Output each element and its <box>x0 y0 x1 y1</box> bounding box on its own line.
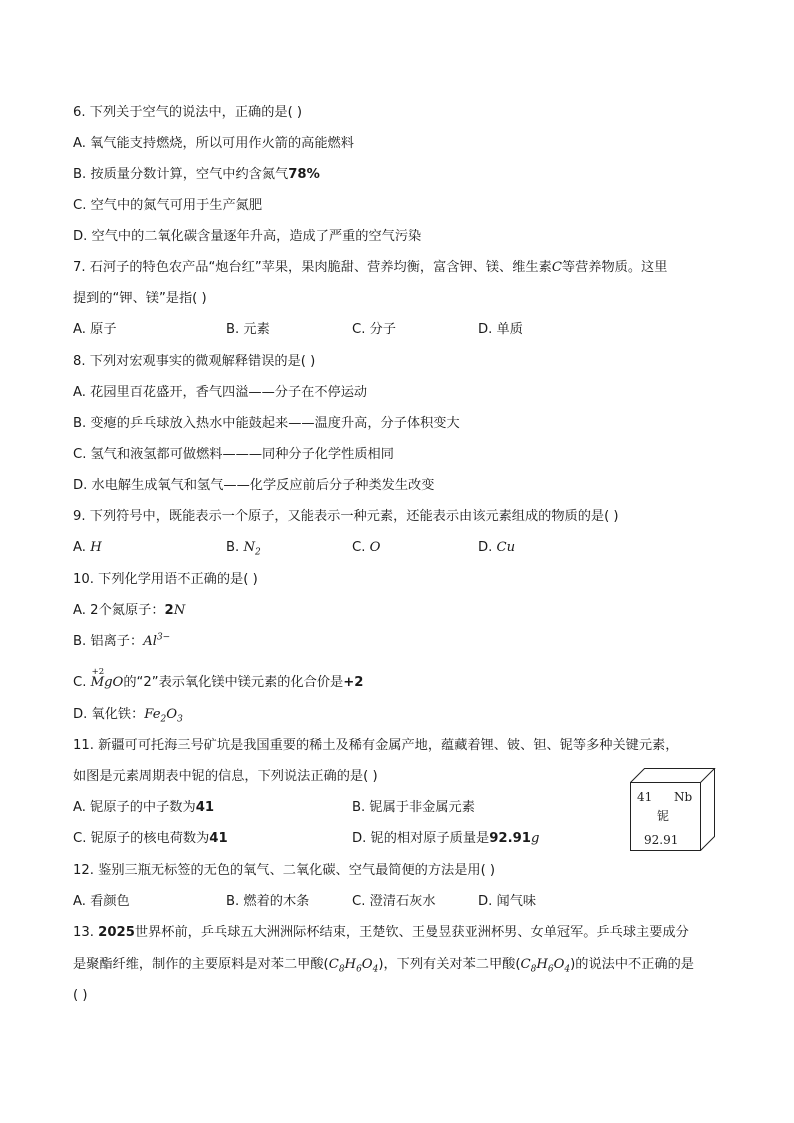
q7-option-a: A. 原子 <box>73 322 117 337</box>
q11-option-c: C. 铌原子的核电荷数为41 <box>73 831 228 846</box>
q8-stem: 8. 下列对宏观事实的微观解释错误的是( ) <box>73 354 316 369</box>
q12-option-c: C. 澄清石灰水 <box>352 894 436 909</box>
q10-option-b: B. 铝离子：$Al^{3-}$ <box>73 632 171 649</box>
q7-option-b: B. 元素 <box>226 322 270 337</box>
q10-option-c: C. Mg +2 O的“2”表示氧化镁中镁元素的化合价是+2 <box>73 667 364 690</box>
q10-option-a: A. 2个氮原子：2N <box>73 603 186 618</box>
cell-top-face <box>631 769 715 783</box>
periodic-table-cell-niobium <box>630 768 716 851</box>
q8-option-c: C. 氢气和液氢都可做燃料———同种分子化学性质相同 <box>73 447 394 462</box>
q11-stem-line2: 如图是元素周期表中铌的信息，下列说法正确的是( ) <box>73 769 378 784</box>
q7-stem: 7. 石河子的特色农产品“炮台红”苹果，果肉脆甜、营养均衡，富含钾、镁、维生素C等营养物质。这里 <box>73 260 668 275</box>
q10-stem: 10. 下列化学用语不正确的是( ) <box>73 572 258 587</box>
periodic-cell-figure <box>630 768 716 851</box>
q9-option-d: D. Cu <box>478 540 516 555</box>
q8-option-a: A. 花园里百花盛开，香气四溢——分子在不停运动 <box>73 385 368 400</box>
q10-option-d: D. 氧化铁：$Fe_2O_3$ <box>73 707 183 725</box>
q13-stem-line2: 是聚酯纤维，制作的主要原料是对苯二甲酸$(C_8H_6O_4)$，下列有关对苯二甲酸$(C_8H_6O_4)$的说法中不正确的是 <box>73 957 694 975</box>
q9-stem: 9. 下列符号中，既能表示一个原子，又能表示一种元素，还能表示由该元素组成的物质的是( ) <box>73 509 619 524</box>
q6-option-d: D. 空气中的二氧化碳含量逐年升高，造成了严重的空气污染 <box>73 229 422 244</box>
q12-stem: 12. 鉴别三瓶无标签的无色的氧气、二氧化碳、空气最简便的方法是用( ) <box>73 863 496 878</box>
q12-option-d: D. 闻气味 <box>478 894 537 909</box>
atomic-number: 41 <box>637 790 653 804</box>
element-name: 铌 <box>657 809 670 823</box>
q8-option-d: D. 水电解生成氧气和氢气——化学反应前后分子种类发生改变 <box>73 478 435 493</box>
q7-option-d: D. 单质 <box>478 322 523 337</box>
element-symbol: Nb <box>674 790 693 804</box>
q6-option-a: A. 氧气能支持燃烧，所以可用作火箭的高能燃料 <box>73 136 354 151</box>
q9-option-a: A. H <box>73 540 102 555</box>
q12-option-b: B. 燃着的木条 <box>226 894 310 909</box>
q6-option-b: B. 按质量分数计算，空气中约含氮气78% <box>73 167 320 182</box>
q13-stem: 13. 2025世界杯前，乒乓球五大洲洲际杯结束，王楚钦、王曼昱获亚洲杯男、女单冠军。乒乓球主要成分 <box>73 925 689 940</box>
q9-option-c: C. O <box>352 540 381 555</box>
q8-option-b: B. 变瘪的乒乓球放入热水中能鼓起来——温度升高，分子体积变大 <box>73 416 460 431</box>
q11-option-d: D. 铌的相对原子质量是92.91g <box>352 831 540 846</box>
q11-option-a: A. 铌原子的中子数为41 <box>73 800 215 815</box>
q7-option-c: C. 分子 <box>352 322 396 337</box>
q11-stem: 11. 新疆可可托海三号矿坑是我国重要的稀土及稀有金属产地，蕴藏着锂、铍、钽、铌等多种关键元素， <box>73 738 679 753</box>
q12-option-a: A. 看颜色 <box>73 894 130 909</box>
q9-option-b: B. $N_2$ <box>226 540 261 558</box>
atomic-mass: 92.91 <box>644 833 679 847</box>
q11-option-b: B. 铌属于非金属元素 <box>352 800 475 815</box>
q6-stem: 6. 下列关于空气的说法中，正确的是( ) <box>73 105 303 120</box>
q6-option-c: C. 空气中的氮气可用于生产氮肥 <box>73 198 263 213</box>
q13-stem-line3: ( ) <box>73 988 88 1003</box>
q7-stem-line2: 提到的“钾、镁”是指( ) <box>73 291 207 306</box>
